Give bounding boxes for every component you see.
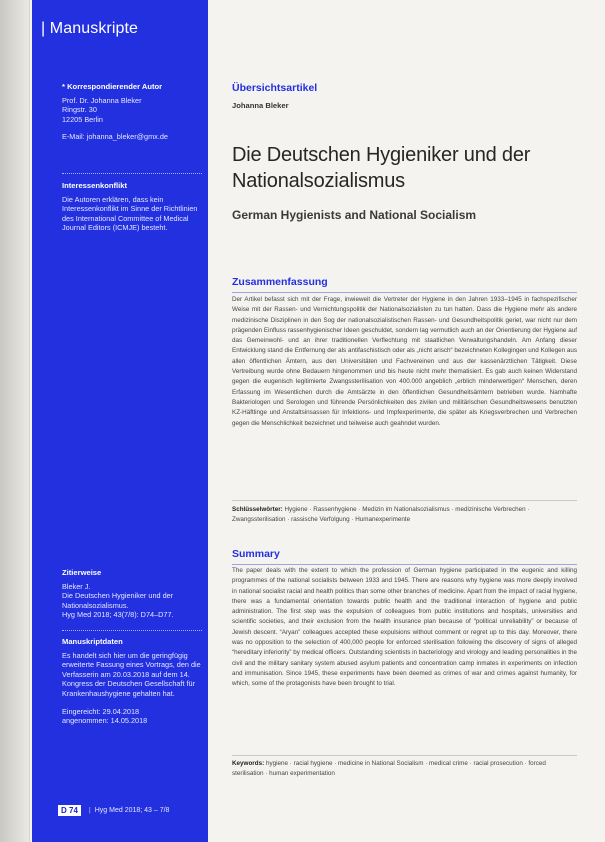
scan-edge: [0, 0, 30, 842]
citation-line: Die Deutschen Hygieniker und der Nationalsozialismus.: [62, 591, 174, 610]
page-folio: [58, 805, 169, 816]
correspondence-spacer: [62, 124, 202, 132]
article-subtitle: German Hygienists and National Socialism: [232, 208, 477, 222]
article-author: Johanna Bleker: [232, 101, 289, 110]
sidebar: [32, 0, 208, 842]
zusammenfassung-rule: [232, 292, 577, 293]
zusammenfassung-text: Der Artikel befasst sich mit der Frage, inwieweit die Vertreter der Hygiene in den Jahren 1933–1945 in fachspezifischer Weise mit der Rassen- und Vernichtungspolitik der Nationalsozialisten zu tun hatten. Dass die Hygiene mehr als andere medizinische Disziplinen in den Sog der nationalsozialistischen Rassen- und Gesundheitspolitik geriet, war nicht nur dem prägenden Einfluss rassenhygienischer Ideen geschuldet, sondern lag vermutlich auch an der Orientierung der Hygiene auf das Gemeinwohl- und an ihrer traditionellen Verflechtung mit staatlichen Verwaltungshandeln. Am Anfang dieser Entwicklung stand die Entfernung der als antifaschistisch oder als „nicht arisch“ bezeichneten Kollegingen und Kollegen aus allen öffentlichen Ämtern, aus den Universitäten und Fachvereinen und aus der kassenärztlichen Tätigkeit. Diese Vertreibung wurde ohne Bedauern hingenommen und bis heute nicht mehr thematisiert. Es gab auch keinen Widerstand gegen die eugenisch legitimierte Zwangssterilisation von 400.000 angeblich „erblich minderwertigen“ Menschen, deren Erfassung im Wesentlichen durch die Amtsärzte in den öffentlichen Gesundheitsämtern betrieben wurde. Namhafte Bakteriologen und Serologen und führende Persönlichkeiten des zivilen und militärischen Gesundheitswesens benutzten KZ-Häftlinge und Anstaltsinsassen für Infektions- und Impfexperimente, die später als Kriegsverbrechen und Verbrechen gegen die Menschlichkeit bezeichnet und teilweise auch geahndet wurden.: [232, 296, 577, 427]
keywords-en: [232, 759, 577, 780]
correspondence-line: Prof. Dr. Johanna Bleker: [62, 95, 142, 105]
keywords-de-text: Hygiene · Rassenhygiene · Medizin im Nationalsozialismus · medizinische Verbrechen · Zwangssterilisation · rassische Verfolgung · Humanexperimente: [232, 506, 530, 524]
sidebar-divider: [62, 630, 202, 631]
article-title: Die Deutschen Hygieniker und der Nationalsozialismus: [232, 144, 531, 192]
conflict-text: Die Autoren erklären, dass kein Interessenkonflikt im Sinne der Richtlinien des International Committee of Medical Journal Editors (ICMJE) besteht.: [62, 194, 198, 233]
citation-heading: Zitierweise: [62, 568, 102, 577]
citation-line: Hyg Med 2018; 43(7/8): D74–D77.: [62, 610, 174, 620]
manuscript-block: [62, 637, 202, 726]
manuscript-spacer: [62, 699, 202, 707]
journal-reference: Hyg Med 2018; 43 – 7/8: [94, 807, 170, 814]
correspondence-line: Ringstr. 30: [62, 105, 97, 115]
correspondence-email[interactable]: E-Mail: johanna_bleker@gmx.de: [62, 132, 168, 142]
manuscript-text: Es handelt sich hier um die geringfügig erweiterte Fassung eines Vortrags, den die Verfasserin am 20.03.2018 auf dem 14. Kongress der Deutschen Gesellschaft für Krankenhaushygiene gehalten hat.: [62, 650, 201, 698]
conflict-heading: Interessenkonflikt: [62, 181, 127, 190]
manuscript-heading: Manuskriptdaten: [62, 637, 123, 646]
keywords-en-divider: [232, 755, 577, 756]
correspondence-heading: * Korrespondierender Autor: [62, 82, 163, 91]
keywords-en-label: Keywords:: [232, 760, 265, 767]
section-label: Übersichtsartikel: [232, 82, 318, 94]
citation-line: Bleker J.: [62, 581, 91, 591]
zusammenfassung-heading: Zusammenfassung: [232, 276, 328, 288]
folio-separator: |: [88, 807, 91, 814]
manuscript-accepted: angenommen: 14.05.2018: [62, 716, 148, 726]
sidebar-header: | Manuskripte: [41, 20, 139, 37]
sidebar-divider: [62, 173, 202, 174]
correspondence-line: 12205 Berlin: [62, 114, 103, 124]
keywords-en-text: hygiene · racial hygiene · medicine in National Socialism · medical crime · racial prosecution · forced sterilisation · human experimentation: [232, 760, 546, 778]
summary-text: The paper deals with the extent to which the profession of German hygiene participated in the eugenic and killing programmes of the national socialists between 1933 and 1945. There are reasons why hygiene was more deeply involved in national socialist racial and health politics than some other branches of medicine. Apart from the impact of racial hygiene, there was a fundamental orientation towards public health and the traditional interaction of hygiene and public administration. The first step was the expulsion of colleagues from public institutions and hospitals, universities and scientific societies, and their exclusion from the health insurance plan because of “political unreliability” or because of Jewish descent. “Aryan” colleagues accepted these expulsions without comment or regret up to this day. Moreover, there was no opposition to the selection of 400,000 people for enforced sterilisation following the discovery of signs of alleged “hereditary inferiority” by medical officers. Outstanding scientists in bacteriology and virology and leading personalities in the civil and the military sanitary system abused asylum patients and concentration camp inmates in experiments on infection and immunisation. Since 1945, these experiments have been deemed as crimes of war and crimes against humanity, for which, some of the protagonists have been brought to trial.: [232, 567, 577, 688]
keywords-de-label: Schlüsselwörter:: [232, 506, 283, 513]
page-number: D 74: [58, 805, 81, 816]
manuscript-received: Eingereicht: 29.04.2018: [62, 706, 140, 716]
summary-heading: Summary: [232, 548, 280, 560]
citation-block: [62, 568, 202, 620]
keywords-de: [232, 505, 577, 526]
correspondence-block: [62, 82, 202, 142]
conflict-block: [62, 181, 202, 233]
summary-rule: [232, 564, 577, 565]
keywords-divider: [232, 500, 577, 501]
